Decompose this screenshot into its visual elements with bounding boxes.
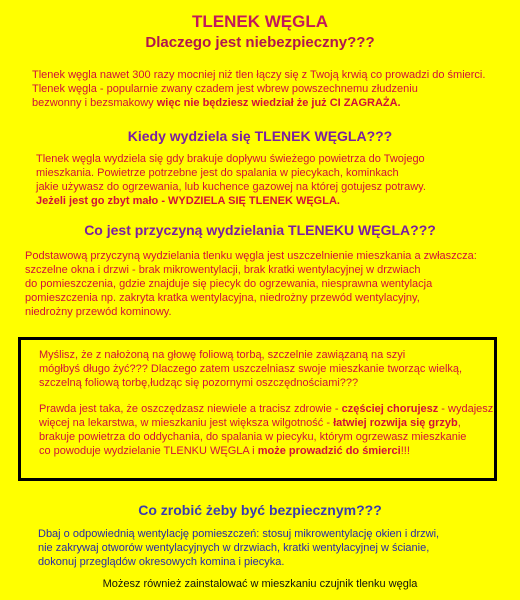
- warning-box-text: ,: [457, 417, 461, 429]
- section-safety-heading: Co zrobić żeby być bezpiecznym???: [138, 502, 382, 518]
- section-safety-line-1: Dbaj o odpowiednią wentylację pomieszczeń: stosuj mikrowentylację okien i drzwi,: [38, 528, 440, 540]
- warning-box-text: więcej na lekarstwa, w mieszkaniu jest większa wilgotność -: [39, 417, 334, 429]
- section-safety-line-2: nie zakrywaj otworów wentylacyjnych w drzwiach, kratki wentylacyjnej w ścianie,: [38, 542, 430, 554]
- warning-box-text: co powoduje wydzielanie TLENKU WĘGLA i: [39, 445, 258, 457]
- warning-box-line-5: [39, 416, 494, 430]
- section-cause-line-3: do pomieszczenia, gdzie znajduje się piecyk do ogrzewania, niesprawna wentylacja: [25, 278, 433, 290]
- intro-line-2: Tlenek węgla - popularnie zwany czadem jest wbrew powszechnemu złudzeniu: [32, 83, 418, 95]
- intro-line-1: Tlenek węgla nawet 300 razy mocniej niż tlen łączy się z Twoją krwią co prowadzi do śmierci.: [32, 69, 486, 81]
- warning-box-text: - wydajesz: [438, 403, 494, 415]
- warning-box-line-6: brakuje powietrza do oddychania, do spalania w piecyku, którym ogrzewasz mieszkanie: [39, 431, 467, 443]
- intro-line-3-plain: bezwonny i bezsmakowy: [32, 97, 157, 109]
- section-cause-line-4: pomieszczenia np. zakryta kratka wentylacyjna, niedrożny przewód wentylacyjny,: [25, 292, 420, 304]
- section-when-line-3: jakie używasz do ogrzewania, lub kuchence gazowej na której gotujesz potrawy.: [36, 181, 426, 193]
- warning-box-line-2: mógłbyś długo żyć??? Dlaczego zatem uszczelniasz swoje mieszkanie tworząc wielką,: [39, 363, 463, 375]
- section-cause-line-2: szczelne okna i drzwi - brak mikrowentylacji, brak kratki wentylacyjnej w drzwiach: [25, 264, 421, 276]
- section-cause-line-1: Podstawową przyczyną wydzielania tlenku węgla jest uszczelnienie mieszkania a zwłaszcza:: [25, 250, 477, 262]
- section-when-line-2: mieszkania. Powietrze potrzebne jest do spalania w piecykach, kominkach: [36, 167, 399, 179]
- page-title: TLENEK WĘGLA: [192, 12, 328, 31]
- section-safety-paragraph: [38, 527, 508, 569]
- warning-box-bold-illness: częściej chorujesz: [341, 403, 439, 415]
- section-when-warning: Jeżeli jest go zbyt mało - WYDZIELA SIĘ TLENEK WĘGLA.: [36, 195, 340, 207]
- warning-box-text: Prawda jest taka, że oszczędzasz niewiele a tracisz zdrowie -: [39, 403, 342, 415]
- warning-box-line-4: [39, 402, 494, 416]
- section-cause-line-5: niedrożny przewód kominowy.: [25, 306, 172, 318]
- section-when-line-1: Tlenek węgla wydziela się gdy brakuje dopływu świeżego powietrza do Twojego: [36, 153, 425, 165]
- page-subtitle: Dlaczego jest niebezpieczny???: [145, 34, 375, 51]
- warning-box-bold-mold: łatwiej rozwija się grzyb: [333, 417, 458, 429]
- warning-box-line-7: [39, 444, 494, 458]
- warning-box-line-3: szczelną foliową torbę,łudząc się pozornymi oszczędnościami???: [39, 377, 359, 389]
- footer-detector-note: Możesz również zainstalować w mieszkaniu czujnik tlenku węgla: [102, 578, 418, 590]
- warning-box: [18, 337, 497, 481]
- warning-box-paragraph-1: [39, 348, 489, 390]
- section-safety-line-3: dokonuj przeglądów okresowych komina i piecyka.: [38, 556, 285, 568]
- intro-line-3: [32, 96, 502, 110]
- section-when-paragraph: [36, 152, 506, 208]
- section-cause-paragraph: [25, 249, 505, 319]
- warning-box-line-1: Myślisz, że z nałożoną na głowę foliową torbą, szczelnie zawiązaną na szyi: [39, 349, 406, 361]
- section-when-heading: Kiedy wydziela się TLENEK WĘGLA???: [127, 128, 393, 144]
- warning-box-text: !!!: [400, 445, 410, 457]
- intro-paragraph: [32, 68, 502, 110]
- warning-box-paragraph-2: [39, 402, 494, 458]
- section-cause-heading: Co jest przyczyną wydzielania TLENEKU WĘGLA???: [84, 222, 436, 238]
- intro-warning: więc nie będziesz wiedział że już CI ZAGRAŻA.: [156, 97, 401, 109]
- warning-box-bold-death: może prowadzić do śmierci: [257, 445, 401, 457]
